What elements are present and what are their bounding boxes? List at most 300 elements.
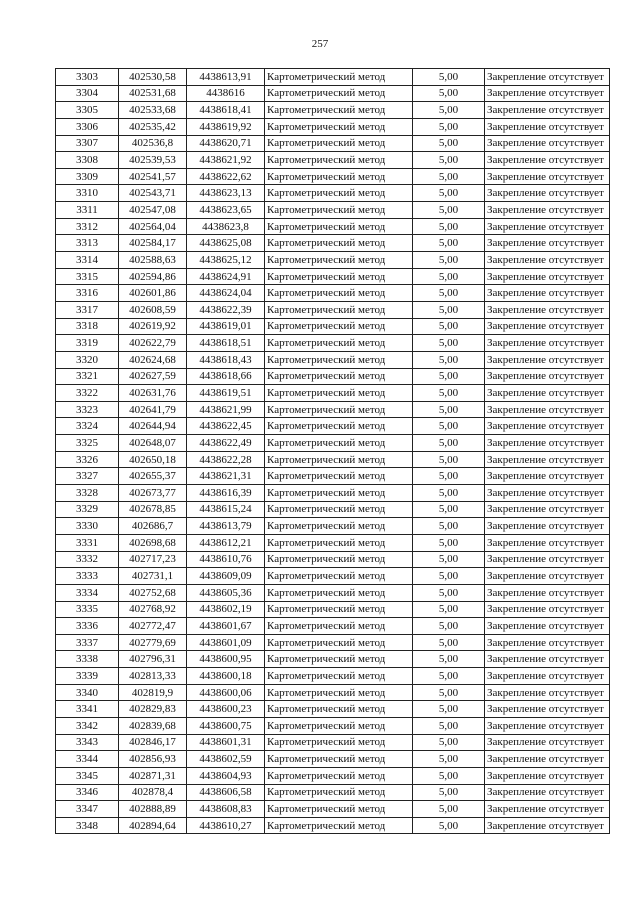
x-coordinate-cell: 402894,64 (119, 817, 187, 834)
point-number-cell: 3332 (56, 551, 119, 568)
x-coordinate-cell: 402888,89 (119, 801, 187, 818)
x-coordinate-cell: 402588,63 (119, 252, 187, 269)
error-cell: 5,00 (413, 568, 485, 585)
method-cell: Картометрический метод (265, 501, 413, 518)
y-coordinate-cell: 4438600,75 (187, 717, 265, 734)
x-coordinate-cell: 402531,68 (119, 85, 187, 102)
table-row (56, 185, 610, 202)
x-coordinate-cell: 402772,47 (119, 618, 187, 635)
y-coordinate-cell: 4438621,99 (187, 401, 265, 418)
error-cell: 5,00 (413, 784, 485, 801)
method-cell: Картометрический метод (265, 734, 413, 751)
method-cell: Картометрический метод (265, 252, 413, 269)
y-coordinate-cell: 4438600,95 (187, 651, 265, 668)
point-number-cell: 3306 (56, 118, 119, 135)
y-coordinate-cell: 4438619,51 (187, 385, 265, 402)
error-cell: 5,00 (413, 168, 485, 185)
x-coordinate-cell: 402539,53 (119, 152, 187, 169)
table-row (56, 135, 610, 152)
x-coordinate-cell: 402768,92 (119, 601, 187, 618)
y-coordinate-cell: 4438618,41 (187, 102, 265, 119)
point-number-cell: 3328 (56, 485, 119, 502)
y-coordinate-cell: 4438602,59 (187, 751, 265, 768)
x-coordinate-cell: 402533,68 (119, 102, 187, 119)
point-number-cell: 3343 (56, 734, 119, 751)
fixation-cell: Закрепление отсутствует (485, 268, 610, 285)
method-cell: Картометрический метод (265, 601, 413, 618)
fixation-cell: Закрепление отсутствует (485, 568, 610, 585)
error-cell: 5,00 (413, 135, 485, 152)
y-coordinate-cell: 4438623,8 (187, 218, 265, 235)
method-cell: Картометрический метод (265, 767, 413, 784)
point-number-cell: 3314 (56, 252, 119, 269)
point-number-cell: 3304 (56, 85, 119, 102)
method-cell: Картометрический метод (265, 152, 413, 169)
y-coordinate-cell: 4438608,83 (187, 801, 265, 818)
point-number-cell: 3326 (56, 451, 119, 468)
x-coordinate-cell: 402813,33 (119, 668, 187, 685)
page-number: 257 (311, 38, 329, 50)
point-number-cell: 3305 (56, 102, 119, 119)
x-coordinate-cell: 402655,37 (119, 468, 187, 485)
error-cell: 5,00 (413, 118, 485, 135)
error-cell: 5,00 (413, 351, 485, 368)
x-coordinate-cell: 402601,86 (119, 285, 187, 302)
point-number-cell: 3313 (56, 235, 119, 252)
fixation-cell: Закрепление отсутствует (485, 668, 610, 685)
table-row (56, 385, 610, 402)
error-cell: 5,00 (413, 618, 485, 635)
error-cell: 5,00 (413, 285, 485, 302)
method-cell: Картометрический метод (265, 468, 413, 485)
x-coordinate-cell: 402731,1 (119, 568, 187, 585)
table-row (56, 717, 610, 734)
table-row (56, 168, 610, 185)
x-coordinate-cell: 402541,57 (119, 168, 187, 185)
y-coordinate-cell: 4438612,21 (187, 534, 265, 551)
method-cell: Картометрический метод (265, 85, 413, 102)
method-cell: Картометрический метод (265, 568, 413, 585)
method-cell: Картометрический метод (265, 551, 413, 568)
y-coordinate-cell: 4438616 (187, 85, 265, 102)
method-cell: Картометрический метод (265, 485, 413, 502)
error-cell: 5,00 (413, 85, 485, 102)
point-number-cell: 3308 (56, 152, 119, 169)
fixation-cell: Закрепление отсутствует (485, 202, 610, 219)
point-number-cell: 3331 (56, 534, 119, 551)
y-coordinate-cell: 4438601,09 (187, 634, 265, 651)
table-row (56, 69, 610, 86)
error-cell: 5,00 (413, 202, 485, 219)
x-coordinate-cell: 402627,59 (119, 368, 187, 385)
fixation-cell: Закрепление отсутствует (485, 401, 610, 418)
error-cell: 5,00 (413, 318, 485, 335)
table-row (56, 202, 610, 219)
x-coordinate-cell: 402779,69 (119, 634, 187, 651)
fixation-cell: Закрепление отсутствует (485, 102, 610, 119)
method-cell: Картометрический метод (265, 717, 413, 734)
table-row (56, 601, 610, 618)
fixation-cell: Закрепление отсутствует (485, 817, 610, 834)
method-cell: Картометрический метод (265, 335, 413, 352)
point-number-cell: 3323 (56, 401, 119, 418)
error-cell: 5,00 (413, 252, 485, 269)
fixation-cell: Закрепление отсутствует (485, 301, 610, 318)
fixation-cell: Закрепление отсутствует (485, 618, 610, 635)
error-cell: 5,00 (413, 534, 485, 551)
table-row (56, 485, 610, 502)
method-cell: Картометрический метод (265, 118, 413, 135)
point-number-cell: 3338 (56, 651, 119, 668)
x-coordinate-cell: 402698,68 (119, 534, 187, 551)
table-row (56, 551, 610, 568)
y-coordinate-cell: 4438602,19 (187, 601, 265, 618)
method-cell: Картометрический метод (265, 751, 413, 768)
error-cell: 5,00 (413, 651, 485, 668)
point-number-cell: 3310 (56, 185, 119, 202)
fixation-cell: Закрепление отсутствует (485, 601, 610, 618)
point-number-cell: 3318 (56, 318, 119, 335)
y-coordinate-cell: 4438622,62 (187, 168, 265, 185)
point-number-cell: 3348 (56, 817, 119, 834)
fixation-cell: Закрепление отсутствует (485, 784, 610, 801)
fixation-cell: Закрепление отсутствует (485, 534, 610, 551)
y-coordinate-cell: 4438610,76 (187, 551, 265, 568)
method-cell: Картометрический метод (265, 634, 413, 651)
error-cell: 5,00 (413, 185, 485, 202)
error-cell: 5,00 (413, 385, 485, 402)
method-cell: Картометрический метод (265, 418, 413, 435)
point-number-cell: 3346 (56, 784, 119, 801)
x-coordinate-cell: 402644,94 (119, 418, 187, 435)
error-cell: 5,00 (413, 801, 485, 818)
fixation-cell: Закрепление отсутствует (485, 451, 610, 468)
table-row (56, 451, 610, 468)
method-cell: Картометрический метод (265, 451, 413, 468)
fixation-cell: Закрепление отсутствует (485, 717, 610, 734)
table-row (56, 285, 610, 302)
point-number-cell: 3341 (56, 701, 119, 718)
method-cell: Картометрический метод (265, 401, 413, 418)
point-number-cell: 3321 (56, 368, 119, 385)
error-cell: 5,00 (413, 767, 485, 784)
fixation-cell: Закрепление отсутствует (485, 468, 610, 485)
fixation-cell: Закрепление отсутствует (485, 485, 610, 502)
fixation-cell: Закрепление отсутствует (485, 285, 610, 302)
table-row (56, 418, 610, 435)
point-number-cell: 3322 (56, 385, 119, 402)
y-coordinate-cell: 4438625,08 (187, 235, 265, 252)
x-coordinate-cell: 402819,9 (119, 684, 187, 701)
point-number-cell: 3317 (56, 301, 119, 318)
method-cell: Картометрический метод (265, 534, 413, 551)
x-coordinate-cell: 402608,59 (119, 301, 187, 318)
x-coordinate-cell: 402535,42 (119, 118, 187, 135)
x-coordinate-cell: 402878,4 (119, 784, 187, 801)
point-number-cell: 3320 (56, 351, 119, 368)
error-cell: 5,00 (413, 435, 485, 452)
x-coordinate-cell: 402631,76 (119, 385, 187, 402)
x-coordinate-cell: 402839,68 (119, 717, 187, 734)
point-number-cell: 3340 (56, 684, 119, 701)
error-cell: 5,00 (413, 701, 485, 718)
method-cell: Картометрический метод (265, 351, 413, 368)
point-number-cell: 3309 (56, 168, 119, 185)
method-cell: Картометрический метод (265, 801, 413, 818)
fixation-cell: Закрепление отсутствует (485, 435, 610, 452)
table-row (56, 734, 610, 751)
y-coordinate-cell: 4438620,71 (187, 135, 265, 152)
point-number-cell: 3344 (56, 751, 119, 768)
error-cell: 5,00 (413, 551, 485, 568)
point-number-cell: 3311 (56, 202, 119, 219)
method-cell: Картометрический метод (265, 817, 413, 834)
y-coordinate-cell: 4438618,43 (187, 351, 265, 368)
coordinates-table-body (56, 69, 610, 834)
error-cell: 5,00 (413, 218, 485, 235)
point-number-cell: 3324 (56, 418, 119, 435)
fixation-cell: Закрепление отсутствует (485, 734, 610, 751)
y-coordinate-cell: 4438610,27 (187, 817, 265, 834)
error-cell: 5,00 (413, 817, 485, 834)
fixation-cell: Закрепление отсутствует (485, 335, 610, 352)
method-cell: Картометрический метод (265, 268, 413, 285)
fixation-cell: Закрепление отсутствует (485, 418, 610, 435)
table-row (56, 684, 610, 701)
y-coordinate-cell: 4438615,24 (187, 501, 265, 518)
x-coordinate-cell: 402619,92 (119, 318, 187, 335)
y-coordinate-cell: 4438622,45 (187, 418, 265, 435)
error-cell: 5,00 (413, 401, 485, 418)
x-coordinate-cell: 402846,17 (119, 734, 187, 751)
fixation-cell: Закрепление отсутствует (485, 368, 610, 385)
table-row (56, 351, 610, 368)
fixation-cell: Закрепление отсутствует (485, 651, 610, 668)
method-cell: Картометрический метод (265, 285, 413, 302)
error-cell: 5,00 (413, 468, 485, 485)
y-coordinate-cell: 4438618,66 (187, 368, 265, 385)
fixation-cell: Закрепление отсутствует (485, 135, 610, 152)
point-number-cell: 3336 (56, 618, 119, 635)
y-coordinate-cell: 4438600,23 (187, 701, 265, 718)
error-cell: 5,00 (413, 102, 485, 119)
fixation-cell: Закрепление отсутствует (485, 684, 610, 701)
x-coordinate-cell: 402871,31 (119, 767, 187, 784)
x-coordinate-cell: 402856,93 (119, 751, 187, 768)
y-coordinate-cell: 4438622,39 (187, 301, 265, 318)
x-coordinate-cell: 402622,79 (119, 335, 187, 352)
x-coordinate-cell: 402547,08 (119, 202, 187, 219)
fixation-cell: Закрепление отсутствует (485, 551, 610, 568)
fixation-cell: Закрепление отсутствует (485, 118, 610, 135)
y-coordinate-cell: 4438601,31 (187, 734, 265, 751)
method-cell: Картометрический метод (265, 518, 413, 535)
x-coordinate-cell: 402530,58 (119, 69, 187, 86)
error-cell: 5,00 (413, 518, 485, 535)
method-cell: Картометрический метод (265, 385, 413, 402)
point-number-cell: 3316 (56, 285, 119, 302)
table-row (56, 301, 610, 318)
error-cell: 5,00 (413, 668, 485, 685)
y-coordinate-cell: 4438613,79 (187, 518, 265, 535)
method-cell: Картометрический метод (265, 218, 413, 235)
table-row (56, 618, 610, 635)
y-coordinate-cell: 4438622,49 (187, 435, 265, 452)
table-row (56, 668, 610, 685)
x-coordinate-cell: 402543,71 (119, 185, 187, 202)
fixation-cell: Закрепление отсутствует (485, 235, 610, 252)
x-coordinate-cell: 402829,83 (119, 701, 187, 718)
y-coordinate-cell: 4438600,18 (187, 668, 265, 685)
error-cell: 5,00 (413, 751, 485, 768)
method-cell: Картометрический метод (265, 651, 413, 668)
fixation-cell: Закрепление отсутствует (485, 85, 610, 102)
fixation-cell: Закрепление отсутствует (485, 185, 610, 202)
x-coordinate-cell: 402673,77 (119, 485, 187, 502)
fixation-cell: Закрепление отсутствует (485, 501, 610, 518)
table-row (56, 801, 610, 818)
table-row (56, 751, 610, 768)
y-coordinate-cell: 4438624,91 (187, 268, 265, 285)
y-coordinate-cell: 4438619,01 (187, 318, 265, 335)
y-coordinate-cell: 4438605,36 (187, 584, 265, 601)
x-coordinate-cell: 402564,04 (119, 218, 187, 235)
table-row (56, 368, 610, 385)
fixation-cell: Закрепление отсутствует (485, 751, 610, 768)
table-row (56, 501, 610, 518)
point-number-cell: 3337 (56, 634, 119, 651)
method-cell: Картометрический метод (265, 784, 413, 801)
table-row (56, 784, 610, 801)
error-cell: 5,00 (413, 717, 485, 734)
table-row (56, 651, 610, 668)
table-row (56, 468, 610, 485)
point-number-cell: 3339 (56, 668, 119, 685)
x-coordinate-cell: 402594,86 (119, 268, 187, 285)
point-number-cell: 3303 (56, 69, 119, 86)
y-coordinate-cell: 4438624,04 (187, 285, 265, 302)
error-cell: 5,00 (413, 235, 485, 252)
error-cell: 5,00 (413, 634, 485, 651)
table-row (56, 335, 610, 352)
method-cell: Картометрический метод (265, 318, 413, 335)
y-coordinate-cell: 4438613,91 (187, 69, 265, 86)
table-row (56, 518, 610, 535)
table-row (56, 568, 610, 585)
fixation-cell: Закрепление отсутствует (485, 168, 610, 185)
x-coordinate-cell: 402624,68 (119, 351, 187, 368)
table-row (56, 268, 610, 285)
point-number-cell: 3334 (56, 584, 119, 601)
error-cell: 5,00 (413, 601, 485, 618)
table-row (56, 235, 610, 252)
y-coordinate-cell: 4438604,93 (187, 767, 265, 784)
y-coordinate-cell: 4438609,09 (187, 568, 265, 585)
method-cell: Картометрический метод (265, 202, 413, 219)
point-number-cell: 3327 (56, 468, 119, 485)
y-coordinate-cell: 4438623,13 (187, 185, 265, 202)
method-cell: Картометрический метод (265, 368, 413, 385)
point-number-cell: 3330 (56, 518, 119, 535)
point-number-cell: 3319 (56, 335, 119, 352)
point-number-cell: 3335 (56, 601, 119, 618)
fixation-cell: Закрепление отсутствует (485, 69, 610, 86)
error-cell: 5,00 (413, 368, 485, 385)
fixation-cell: Закрепление отсутствует (485, 385, 610, 402)
error-cell: 5,00 (413, 301, 485, 318)
method-cell: Картометрический метод (265, 301, 413, 318)
x-coordinate-cell: 402686,7 (119, 518, 187, 535)
fixation-cell: Закрепление отсутствует (485, 152, 610, 169)
coordinates-table (55, 68, 610, 834)
point-number-cell: 3347 (56, 801, 119, 818)
error-cell: 5,00 (413, 584, 485, 601)
error-cell: 5,00 (413, 501, 485, 518)
y-coordinate-cell: 4438618,51 (187, 335, 265, 352)
method-cell: Картометрический метод (265, 168, 413, 185)
fixation-cell: Закрепление отсутствует (485, 518, 610, 535)
x-coordinate-cell: 402650,18 (119, 451, 187, 468)
x-coordinate-cell: 402752,68 (119, 584, 187, 601)
x-coordinate-cell: 402717,23 (119, 551, 187, 568)
method-cell: Картометрический метод (265, 185, 413, 202)
x-coordinate-cell: 402536,8 (119, 135, 187, 152)
error-cell: 5,00 (413, 451, 485, 468)
point-number-cell: 3307 (56, 135, 119, 152)
y-coordinate-cell: 4438622,28 (187, 451, 265, 468)
table-row (56, 534, 610, 551)
fixation-cell: Закрепление отсутствует (485, 218, 610, 235)
table-row (56, 318, 610, 335)
table-row (56, 634, 610, 651)
table-row (56, 767, 610, 784)
method-cell: Картометрический метод (265, 618, 413, 635)
fixation-cell: Закрепление отсутствует (485, 701, 610, 718)
x-coordinate-cell: 402678,85 (119, 501, 187, 518)
table-row (56, 817, 610, 834)
point-number-cell: 3342 (56, 717, 119, 734)
method-cell: Картометрический метод (265, 102, 413, 119)
error-cell: 5,00 (413, 684, 485, 701)
error-cell: 5,00 (413, 152, 485, 169)
x-coordinate-cell: 402648,07 (119, 435, 187, 452)
method-cell: Картометрический метод (265, 684, 413, 701)
method-cell: Картометрический метод (265, 435, 413, 452)
x-coordinate-cell: 402641,79 (119, 401, 187, 418)
fixation-cell: Закрепление отсутствует (485, 767, 610, 784)
table-row (56, 252, 610, 269)
x-coordinate-cell: 402796,31 (119, 651, 187, 668)
method-cell: Картометрический метод (265, 584, 413, 601)
error-cell: 5,00 (413, 418, 485, 435)
method-cell: Картометрический метод (265, 668, 413, 685)
point-number-cell: 3312 (56, 218, 119, 235)
error-cell: 5,00 (413, 734, 485, 751)
y-coordinate-cell: 4438616,39 (187, 485, 265, 502)
point-number-cell: 3329 (56, 501, 119, 518)
table-row (56, 118, 610, 135)
fixation-cell: Закрепление отсутствует (485, 634, 610, 651)
error-cell: 5,00 (413, 268, 485, 285)
fixation-cell: Закрепление отсутствует (485, 801, 610, 818)
error-cell: 5,00 (413, 69, 485, 86)
fixation-cell: Закрепление отсутствует (485, 351, 610, 368)
y-coordinate-cell: 4438625,12 (187, 252, 265, 269)
y-coordinate-cell: 4438621,92 (187, 152, 265, 169)
table-row (56, 102, 610, 119)
fixation-cell: Закрепление отсутствует (485, 318, 610, 335)
y-coordinate-cell: 4438623,65 (187, 202, 265, 219)
